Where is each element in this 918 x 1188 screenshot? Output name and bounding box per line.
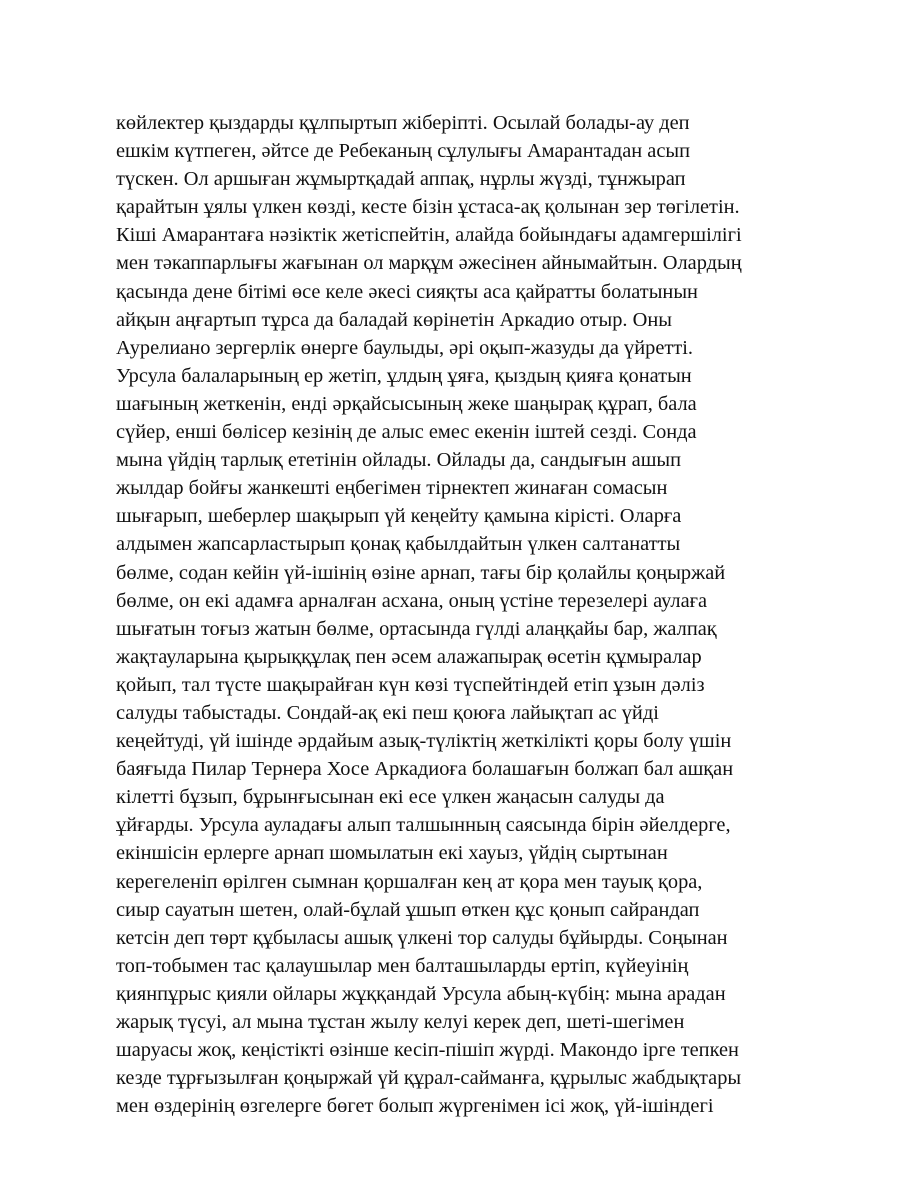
text-line: шаруасы жоқ, кеңістікті өзінше кесіп-пішіп жүрді. Макондо ірге тепкен [116, 1039, 739, 1062]
text-line: ешкім күтпеген, әйтсе де Ребеканың сұлулығы Амарантадан асып [116, 140, 691, 163]
text-line: салуды табыстады. Сондай-ақ екі пеш қоюға лайықтап ас үйді [116, 701, 659, 724]
text-line: мен өздерінің өзгелерге бөгет болып жүргенімен ісі жоқ, үй-ішіндегі [116, 1095, 714, 1118]
text-line: керегеленіп өрілген сымнан қоршалған кең ат қора мен тауық қора, [116, 870, 703, 893]
text-line: бөлме, он екі адамға арналған асхана, оның үстіне терезелері аулаға [116, 589, 708, 612]
text-line: сүйер, енші бөлісер кезінің де алыс емес екенін іштей сезді. Сонда [116, 421, 697, 444]
text-line: қойып, тал түсте шақырайған күн көзі түспейтіндей етіп ұзын дәліз [116, 673, 705, 696]
body-text [116, 109, 816, 1120]
text-line: бөлме, содан кейін үй-ішінің өзіне арнап, тағы бір қолайлы қоңыржай [116, 561, 726, 584]
text-line: шығарып, шеберлер шақырып үй кеңейту қамына кірісті. Оларға [116, 505, 682, 528]
text-line: қиянпұрыс қияли ойлары жұққандай Урсула абың-күбің: мына арадан [116, 982, 726, 1005]
text-line: сиыр сауатын шетен, олай-бұлай ұшып өткен құс қонып сайрандап [116, 898, 700, 921]
text-line: қасында дене бітімі өсе келе әкесі сияқты аса қайратты болатынын [116, 280, 698, 303]
text-line: топ-тобымен тас қалаушылар мен балташыларды ертіп, күйеуінің [116, 954, 689, 977]
text-line: түскен. Ол аршыған жұмыртқадай аппақ, нұрлы жүзді, тұнжырап [116, 168, 686, 191]
text-line: кеңейтуді, үй ішінде әрдайым азық-түліктің жеткілікті қоры болу үшін [116, 730, 732, 753]
text-line: ұйғарды. Урсула ауладағы алып талшынның саясында бірін әйелдерге, [116, 814, 731, 837]
text-line: шығатын тоғыз жатын бөлме, ортасында гүлді алаңқайы бар, жалпақ [116, 617, 717, 640]
text-line: шағының жеткенін, енді әрқайсысының жеке шаңырақ құрап, бала [116, 392, 697, 415]
text-line: баяғыда Пилар Тернера Хосе Аркадиоға болашағын болжап бал ашқан [116, 758, 734, 781]
text-line: алдымен жапсарластырып қонақ қабылдайтын үлкен салтанатты [116, 533, 681, 556]
text-line: мына үйдің тарлық ететінін ойлады. Ойлады да, сандығын ашып [116, 449, 682, 472]
text-line: Урсула балаларының ер жетіп, ұлдың ұяға, қыздың қияға қонатын [116, 364, 692, 387]
text-line: кетсін деп төрт құбыласы ашық үлкені тор салуды бұйырды. Соңынан [116, 926, 728, 949]
text-line: екіншісін ерлерге арнап шомылатын екі хауыз, үйдің сыртынан [116, 842, 668, 865]
text-line: Кіші Амарантаға нәзіктік жетіспейтін, алайда бойындағы адамгершілігі [116, 224, 742, 247]
text-line: мен тәкаппарлығы жағынан ол марқұм әжесінен айнымайтын. Олардың [116, 252, 742, 275]
text-line: жылдар бойғы жанкешті еңбегімен тірнектеп жинаған сомасын [116, 477, 668, 500]
text-line: жарық түсуі, ал мына тұстан жылу келуі керек деп, шеті-шегімен [116, 1011, 685, 1033]
text-line: айқын аңғартып тұрса да баладай көрінетін Аркадио отыр. Оны [116, 308, 672, 331]
text-line: кезде тұрғызылған қоңыржай үй құрал-сайманға, құрылыс жабдықтары [116, 1067, 742, 1090]
text-line: Аурелиано зергерлік өнерге баулыды, әрі оқып-жазуды да үйретті. [116, 336, 693, 359]
text-line: көйлектер қыздарды құлпыртып жіберіпті. Осылай болады-ау деп [116, 112, 690, 134]
text-line: жақтауларына қырыққұлақ пен әсем алажапырақ өсетін құмыралар [116, 645, 702, 668]
text-line: кілетті бұзып, бұрынғысынан екі есе үлкен жаңасын салуды да [116, 786, 665, 809]
text-line: қарайтын ұялы үлкен көзді, кесте бізін ұстаса-ақ қолынан зер төгілетін. [116, 196, 740, 219]
